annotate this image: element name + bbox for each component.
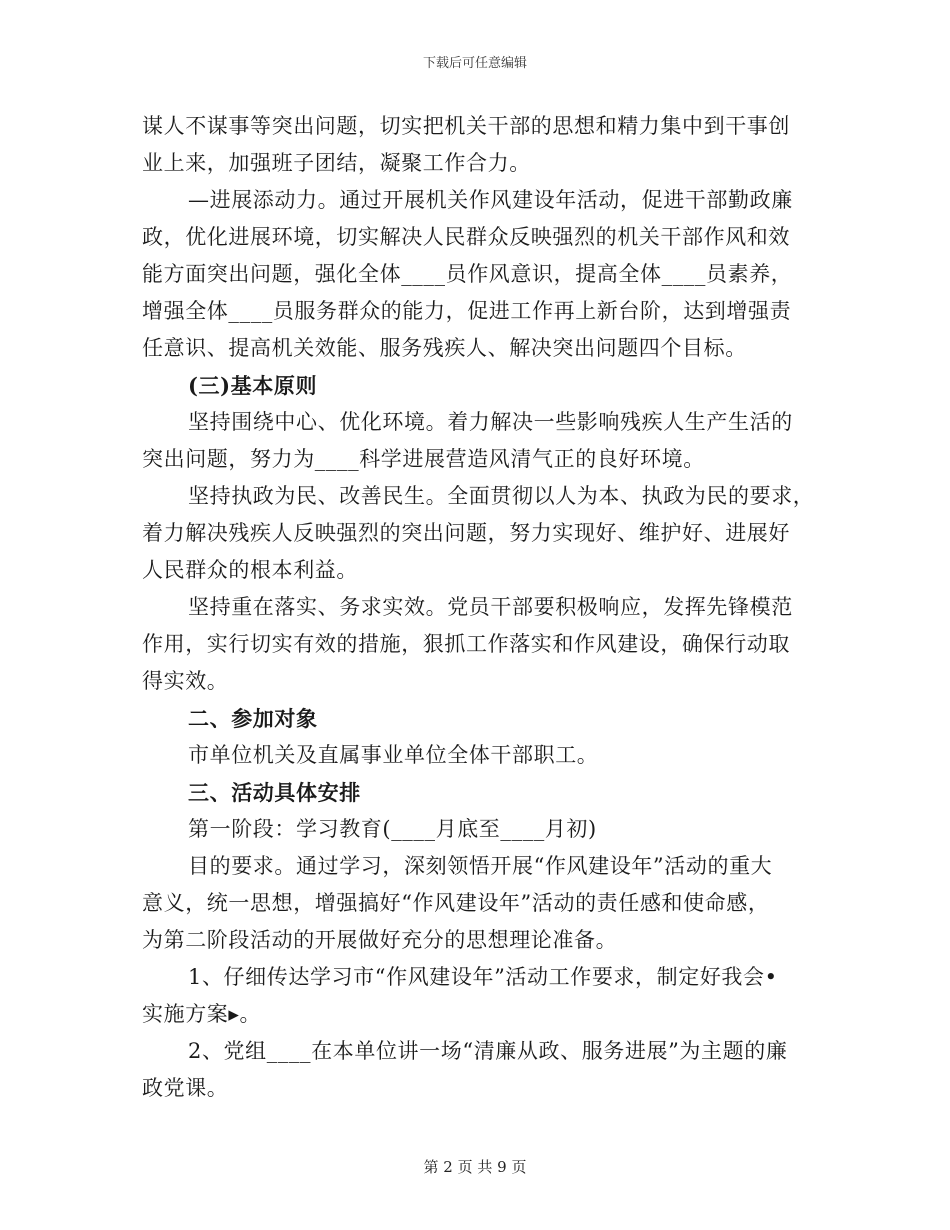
section-heading: 二、参加对象: [188, 706, 318, 731]
page-header: 下载后可任意编辑: [422, 56, 527, 71]
paragraph-line: 坚持围绕中心、优化环境。着力解决一些影响残疾人生产生活的: [188, 410, 793, 434]
paragraph-line: 业上来，加强班子团结，凝聚工作合力。: [142, 151, 531, 175]
paragraph-line: —进展添动力。通过开展机关作风建设年活动，促进干部勤政廉: [188, 188, 793, 212]
paragraph-line: 为第二阶段活动的开展做好充分的思想理论准备。: [142, 928, 618, 952]
paragraph-line: 市单位机关及直属事业单位全体干部职工。: [188, 743, 599, 767]
paragraph-line: 谋人不谋事等突出问题，切实把机关干部的思想和精力集中到干事创: [142, 114, 790, 138]
paragraph-line: 能方面突出问题，强化全体____员作风意识，提高全体____员素养，: [142, 262, 793, 286]
paragraph-line: 突出问题，努力为____科学进展营造风清气正的良好环境。: [142, 447, 705, 471]
paragraph-line: 目的要求。通过学习，深刻领悟开展“作风建设年”活动的重大: [188, 854, 773, 878]
paragraph-line: 政党课。: [142, 1076, 229, 1100]
paragraph-line: 2、党组____在本单位讲一场“清廉从政、服务进展”为主题的廉: [188, 1039, 788, 1063]
paragraph-line: 坚持重在落实、务求实效。党员干部要积极响应，发挥先锋模范: [188, 595, 793, 619]
document-body: [142, 108, 815, 1107]
paragraph-line: 1、仔细传达学习市“作风建设年”活动工作要求，制定好我会•: [188, 965, 778, 989]
paragraph-line: 意义，统一思想，增强搞好“作风建设年”活动的责任感和使命感，: [142, 891, 770, 915]
paragraph-line: 实施方案▸。: [142, 1002, 262, 1026]
paragraph-line: 第一阶段：学习教育(____月底至____月初): [188, 817, 597, 841]
paragraph-line: 坚持执政为民、改善民生。全面贯彻以人为本、执政为民的要求，: [188, 484, 815, 508]
page-footer: 第 2 页 共 9 页: [423, 1158, 527, 1176]
section-heading: 三、活动具体安排: [188, 780, 361, 805]
paragraph-line: 任意识、提高机关效能、服务残疾人、解决突出问题四个目标。: [142, 336, 747, 360]
paragraph-line: 着力解决残疾人反映强烈的突出问题，努力实现好、维护好、进展好: [142, 521, 790, 545]
section-heading: (三)基本原则: [188, 373, 318, 398]
paragraph-line: 增强全体____员服务群众的能力，促进工作再上新台阶，达到增强责: [142, 299, 792, 323]
paragraph-line: 作用，实行切实有效的措施，狠抓工作落实和作风建设，确保行动取: [142, 632, 790, 656]
paragraph-line: 人民群众的根本利益。: [142, 558, 358, 582]
paragraph-line: 得实效。: [142, 669, 229, 693]
paragraph-line: 政，优化进展环境，切实解决人民群众反映强烈的机关干部作风和效: [142, 225, 790, 249]
